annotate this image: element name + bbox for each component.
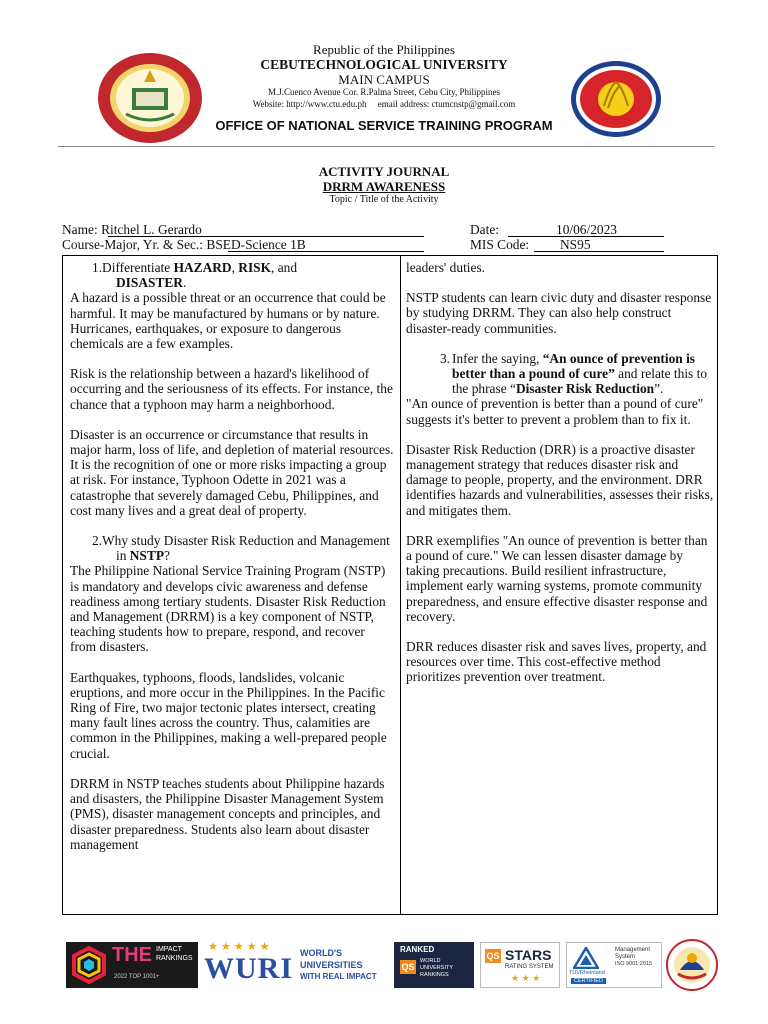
republic-line: Republic of the Philippines bbox=[313, 42, 455, 57]
date-label: Date: bbox=[470, 222, 499, 237]
question-3-mid: and relate this to the phrase “ bbox=[452, 366, 708, 397]
left-column bbox=[70, 260, 394, 867]
topic-title bbox=[0, 179, 768, 195]
tuv-cert: CERTIFIED bbox=[571, 978, 606, 984]
right-column bbox=[406, 260, 714, 700]
university-address: M.J.Cuenco Avenue Cor. R.Palma Street, Cebu City, Philippines bbox=[268, 87, 500, 97]
course-label: Course-Major, Yr. & Sec.: bbox=[62, 237, 204, 252]
drr-conclusion-paragraph: DRR reduces disaster risk and saves lives, property, and resources over time. This cost-effective method prioritizes prevention over treatment. bbox=[406, 639, 707, 685]
qs-stars-logo bbox=[480, 942, 560, 988]
question-2-end: ? bbox=[164, 548, 170, 564]
mis-label: MIS Code: bbox=[470, 237, 530, 252]
hazard-paragraph: A hazard is a possible threat or an occurrence that could be harmful. It may be manufactured by humans or by nature. Hurricanes, earthquakes, or exposure to dangerous chemicals are a few examples. bbox=[70, 290, 386, 352]
mis-underline bbox=[534, 251, 664, 252]
stars-qs-badge: QS bbox=[486, 951, 500, 961]
question-1-sep2: , and bbox=[271, 260, 298, 275]
question-3-drr: Disaster Risk Reduction bbox=[515, 381, 655, 397]
stars-title: STARS bbox=[505, 947, 552, 963]
the-title: THE bbox=[112, 944, 152, 966]
the-sub1: IMPACT bbox=[156, 946, 182, 953]
date-field bbox=[470, 222, 499, 238]
nstp-paragraph: The Philippine National Service Training Program (NSTP) is mandatory and develops civic awareness and defense readiness among tertiary students. Disaster Risk Reduction and Management (DRRM) is a key component of NSTP, teaching students how to prepare, respond, and recover from disasters. bbox=[70, 563, 386, 655]
office-title: OFFICE OF NATIONAL SERVICE TRAINING PROGRAM bbox=[215, 118, 553, 133]
drr-exemplifies-paragraph: DRR exemplifies "An ounce of prevention is better than a pound of cure." We can lessen disaster damage by taking precautions. Build resilient infrastructure, implement early warning systems, promote community preparedness, and ensure effective disaster response and recovery. bbox=[406, 532, 708, 624]
qs-ranked-logo bbox=[394, 942, 474, 988]
saying-meaning-paragraph: "An ounce of prevention is better than a pound of cure" suggests it's better to prevent a problem than to fix it. bbox=[406, 396, 704, 427]
mis-value: NS95 bbox=[560, 237, 591, 252]
question-2-nstp: NSTP bbox=[129, 548, 164, 564]
tuv-ms2: System bbox=[615, 954, 636, 960]
question-3-saying: “An ounce of prevention is better than a pound of cure” bbox=[452, 350, 696, 382]
wuri-wordmark: WURI bbox=[204, 952, 294, 985]
tuv-triangle-icon bbox=[573, 947, 599, 969]
question-1 bbox=[70, 260, 394, 290]
header-divider bbox=[58, 146, 714, 147]
ph-quality-award-logo bbox=[664, 938, 720, 992]
activity-journal-title: ACTIVITY JOURNAL bbox=[318, 164, 450, 179]
wuri-stars: ★ ★ ★ ★ ★ bbox=[208, 941, 270, 953]
sdg-wheel-icon bbox=[70, 946, 108, 984]
wuri-logo bbox=[204, 940, 384, 990]
course-underline bbox=[228, 251, 424, 252]
the-sub2: RANKINGS bbox=[156, 955, 193, 962]
tuv-certified-logo bbox=[566, 942, 662, 988]
stars-rating: ★ ★ ★ bbox=[511, 973, 541, 983]
topic-caption: Topic / Title of the Activity bbox=[329, 194, 439, 205]
question-2 bbox=[70, 533, 394, 563]
wuri-desc3: WITH REAL IMPACT bbox=[300, 972, 377, 981]
question-3-end: ”. bbox=[654, 381, 664, 397]
question-1-end: . bbox=[182, 275, 187, 291]
quality-award-seal-graphic bbox=[664, 938, 720, 992]
wuri-desc2: UNIVERSITIES bbox=[300, 960, 363, 970]
philippines-hazards-paragraph: Earthquakes, typhoons, floods, landslides, volcanic eruptions, and more occur in the Philippines. In the Pacific Ring of Fire, two major tectonic plates intersect, creating many fault lines across the country. Thus, calamities are common in the Philippines, making a well-prepared people crucial. bbox=[70, 669, 387, 761]
tuv-ms1: Management bbox=[615, 947, 651, 953]
stars-sub: RATING SYSTEM bbox=[505, 964, 554, 970]
the-year: 2022 TOP 1001+ bbox=[114, 974, 160, 980]
name-label: Name: bbox=[62, 222, 98, 237]
qs-badge: QS bbox=[401, 962, 415, 972]
leaders-duties-text: leaders' duties. bbox=[406, 260, 486, 275]
disaster-paragraph: Disaster is an occurrence or circumstance that results in major harm, loss of life, and depletion of material resources. It is the recognition of one or more risks impacting a group at risk. For instance, Typhoon Odette in 2021 was a catastrophe that severely damaged Cebu, Philippines, and cost many lives and a great deal of property. bbox=[70, 426, 394, 518]
university-name: CEBUTECHNOLOGICAL UNIVERSITY bbox=[260, 57, 508, 72]
date-value: 10/06/2023 bbox=[556, 222, 618, 237]
question-3-number: 3. bbox=[439, 350, 450, 366]
drrm-nstp-paragraph: DRRM in NSTP teaches students about Philippine hazards and disasters, the Philippine Disaster Management System (PMS), disaster management concepts and principles, and disaster preparedness. Students also learn about disaster management bbox=[70, 775, 385, 852]
question-1-hazard: HAZARD bbox=[173, 260, 232, 275]
question-3-text: Infer the saying, bbox=[452, 350, 543, 366]
civic-duty-paragraph: NSTP students can learn civic duty and disaster response by studying DRRM. They can also help construct disaster-ready communities. bbox=[406, 290, 712, 336]
question-1-risk: RISK bbox=[238, 260, 272, 275]
column-divider bbox=[400, 255, 401, 915]
the-impact-rankings-logo bbox=[66, 942, 198, 988]
course-value: BSED-Science 1B bbox=[206, 237, 306, 252]
qs-ranked-text: RANKED bbox=[400, 945, 435, 954]
footer-logos bbox=[0, 936, 768, 996]
qs-text3: RANKINGS bbox=[420, 972, 449, 978]
campus-name: MAIN CAMPUS bbox=[338, 72, 430, 87]
drr-definition-paragraph: Disaster Risk Reduction (DRR) is a proactive disaster management strategy that reduces disaster risk and damage to people, property, and the environment. DRR identifies hazards and vulnerabilities, assesses their risks, and mitigates them. bbox=[406, 441, 714, 518]
question-1-sep1: , bbox=[231, 260, 239, 275]
mis-field bbox=[470, 237, 529, 253]
topic-title-text: DRRM AWARENESS bbox=[322, 179, 446, 194]
question-1-disaster: DISASTER bbox=[116, 275, 183, 291]
question-3 bbox=[406, 351, 714, 397]
question-1-number: 1. bbox=[92, 260, 103, 275]
name-value: Ritchel L. Gerardo bbox=[101, 222, 202, 237]
website-email: Website: http://www.ctu.edu.ph email address: ctumcnstp@gmail.com bbox=[252, 99, 516, 109]
question-2-number: 2. bbox=[92, 533, 103, 549]
risk-paragraph: Risk is the relationship between a hazard's likelihood of occurring and the seriousness of its effects. For instance, the chance that a typhoon may harm a neighborhood. bbox=[70, 366, 393, 412]
tuv-name: TÜVRheinland bbox=[569, 970, 605, 976]
wuri-desc1: WORLD'S bbox=[300, 948, 343, 958]
question-1-text: Differentiate bbox=[102, 260, 174, 275]
qs-text1: WORLD bbox=[420, 958, 441, 964]
question-2-text: Why study Disaster Risk Reduction and Management in bbox=[102, 533, 390, 564]
qs-text2: UNIVERSITY bbox=[420, 965, 454, 971]
tuv-iso: ISO 9001:2015 bbox=[615, 961, 653, 967]
